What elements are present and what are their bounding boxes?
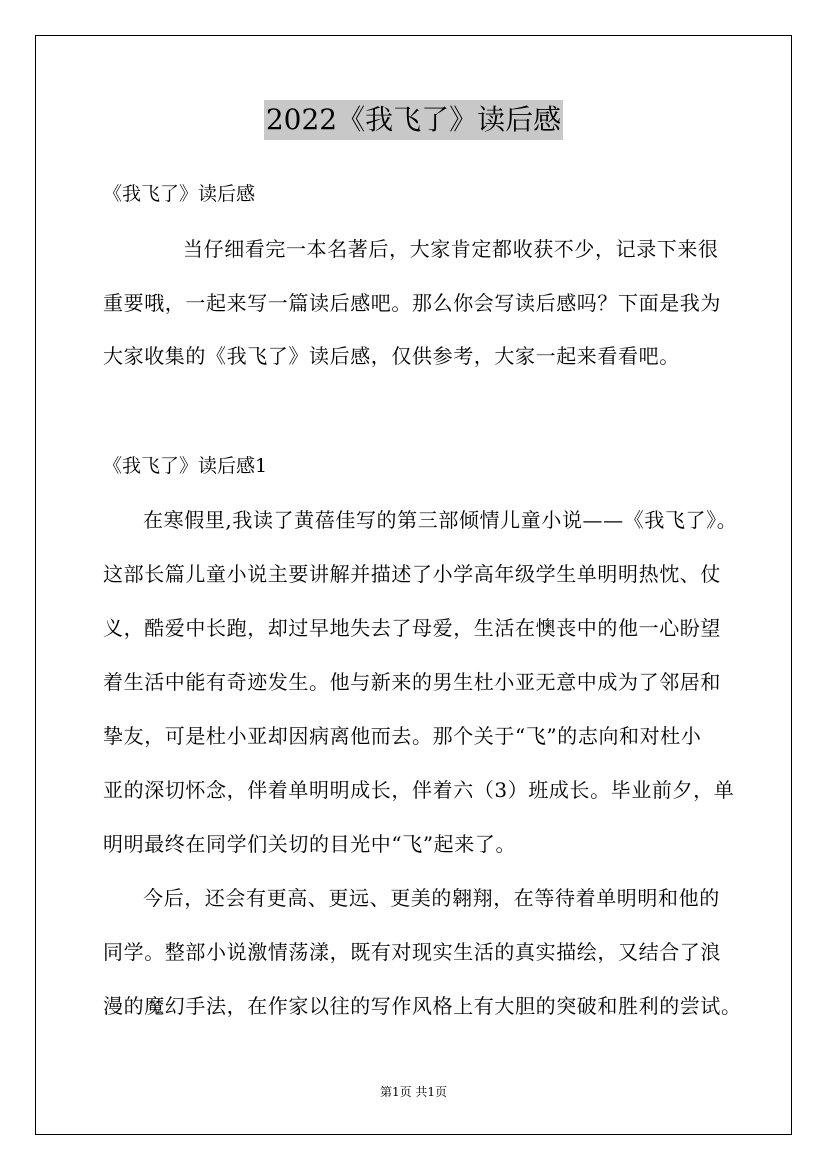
section1-para2-line-1: 今后，还会有更高、更远、更美的翱翔，在等待着单明明和他的	[143, 886, 720, 910]
section1-para1-line-2: 这部长篇儿童小说主要讲解并描述了小学高年级学生单明明热忱、仗	[103, 562, 721, 586]
intro-line-2: 重要哦，一起来写一篇读后感吧。那么你会写读后感吗？下面是我为	[103, 291, 721, 315]
section1-para1-line-1: 在寒假里,我读了黄蓓佳写的第三部倾情儿童小说——《我飞了》。	[143, 508, 738, 532]
section1-para2-line-3: 漫的魔幻手法，在作家以往的写作风格上有大胆的突破和胜利的尝试。	[103, 994, 742, 1018]
intro-line-1: 当仔细看完一本名著后，大家肯定都收获不少，记录下来很	[183, 237, 719, 261]
section1-para1-line-3: 义，酷爱中长跑，却过早地失去了母爱，生活在懊丧中的他一心盼望	[103, 616, 721, 640]
section1-heading: 《我飞了》读后感1	[103, 455, 268, 477]
page-footer: 第1页 共1页	[379, 1085, 448, 1099]
document-title: 2022《我飞了》读后感	[264, 100, 563, 140]
section1-para1-line-7: 明明最终在同学们关切的目光中“飞”起来了。	[103, 832, 517, 856]
section1-para1-line-6: 亚的深切怀念，伴着单明明成长，伴着六（3）班成长。毕业前夕，单	[103, 778, 735, 802]
title-container	[0, 100, 827, 140]
intro-line-3: 大家收集的《我飞了》读后感，仅供参考，大家一起来看看吧。	[103, 344, 680, 368]
section1-para2-line-2: 同学。整部小说激情荡漾，既有对现实生活的真实描绘，又结合了浪	[103, 940, 721, 964]
section1-para1-line-4: 着生活中能有奇迹发生。他与新来的男生杜小亚无意中成为了邻居和	[103, 670, 721, 694]
section1-para1-line-5: 挚友，可是杜小亚却因病离他而去。那个关于“飞”的志向和对杜小	[103, 724, 702, 748]
subheading: 《我飞了》读后感	[103, 183, 256, 205]
